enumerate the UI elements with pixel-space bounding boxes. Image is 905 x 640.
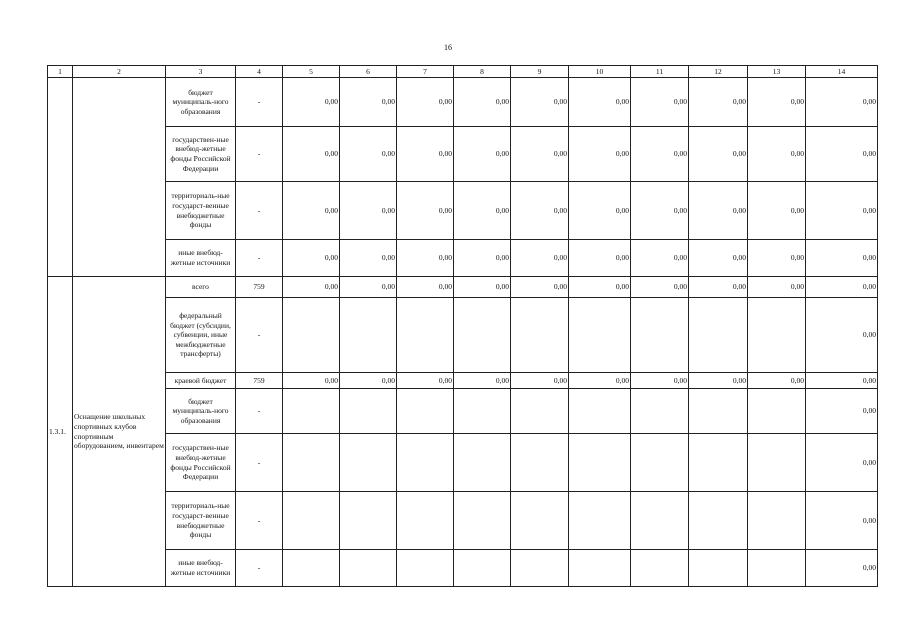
value-cell: 0,00 [631,277,689,298]
value-cell: 0,00 [454,78,511,127]
value-cell: 0,00 [806,78,878,127]
value-cell [689,434,748,492]
value-cell [340,298,397,373]
value-cell: 0,00 [631,240,689,277]
value-cell: 0,00 [748,373,806,389]
header-cell: 1 [48,66,73,78]
header-cell: 11 [631,66,689,78]
value-cell: 0,00 [631,78,689,127]
value-cell [283,550,340,587]
code-cell: - [236,434,283,492]
value-cell: 0,00 [748,277,806,298]
value-cell: 0,00 [340,240,397,277]
value-cell: 0,00 [748,78,806,127]
table-row [48,182,878,240]
value-cell: 0,00 [511,277,569,298]
code-cell: - [236,298,283,373]
code-cell: - [236,550,283,587]
value-cell [454,550,511,587]
value-cell: 0,00 [511,373,569,389]
table-row [48,277,878,298]
value-cell: 0,00 [283,277,340,298]
value-cell: 0,00 [689,373,748,389]
value-cell: 0,00 [283,373,340,389]
funding-source: иные внебюд-жетные источники [166,240,236,277]
code-cell: - [236,492,283,550]
header-cell: 9 [511,66,569,78]
value-cell [397,492,454,550]
header-cell: 5 [283,66,340,78]
value-cell [397,389,454,434]
value-cell [569,298,631,373]
value-cell: 0,00 [569,240,631,277]
value-cell [340,550,397,587]
value-cell [283,492,340,550]
value-cell [748,389,806,434]
table-row [48,240,878,277]
code-cell: - [236,78,283,127]
code-cell: - [236,127,283,182]
value-cell: 0,00 [340,373,397,389]
funding-source: федеральный бюджет (субсидии, субвенции, иные межбюджетные трансферты) [166,298,236,373]
value-cell [454,298,511,373]
table-row [48,550,878,587]
value-cell [689,492,748,550]
header-cell: 3 [166,66,236,78]
value-cell: 0,00 [569,78,631,127]
value-cell [283,434,340,492]
value-cell [511,389,569,434]
header-cell: 10 [569,66,631,78]
value-cell: 0,00 [631,127,689,182]
value-cell: 0,00 [689,182,748,240]
value-cell [340,434,397,492]
item-number: 1.3.1. [48,277,73,587]
value-cell: 0,00 [748,182,806,240]
header-cell: 12 [689,66,748,78]
value-cell: 0,00 [454,373,511,389]
code-cell: 759 [236,277,283,298]
value-cell [748,298,806,373]
value-cell [397,434,454,492]
value-cell: 0,00 [511,127,569,182]
value-cell [569,389,631,434]
value-cell [748,434,806,492]
value-cell [511,550,569,587]
value-cell: 0,00 [569,277,631,298]
value-cell: 0,00 [454,127,511,182]
prev-item-name-cell [73,78,166,277]
value-cell: 0,00 [806,298,878,373]
value-cell: 0,00 [569,373,631,389]
value-cell [283,389,340,434]
value-cell: 0,00 [340,78,397,127]
funding-source: иные внебюд-жетные источники [166,550,236,587]
value-cell: 0,00 [397,240,454,277]
value-cell: 0,00 [511,240,569,277]
value-cell: 0,00 [397,373,454,389]
value-cell: 0,00 [689,78,748,127]
table-row [48,298,878,373]
value-cell [340,389,397,434]
funding-source: территориаль-ные государст-венные внебюджетные фонды [166,492,236,550]
value-cell: 0,00 [806,277,878,298]
value-cell [340,492,397,550]
value-cell: 0,00 [397,78,454,127]
header-cell: 6 [340,66,397,78]
value-cell [631,389,689,434]
value-cell: 0,00 [689,127,748,182]
table-row [48,389,878,434]
value-cell: 0,00 [397,182,454,240]
header-cell: 2 [73,66,166,78]
value-cell: 0,00 [340,277,397,298]
header-cell: 8 [454,66,511,78]
value-cell: 0,00 [748,240,806,277]
header-cell: 13 [748,66,806,78]
value-cell [454,434,511,492]
value-cell [689,298,748,373]
value-cell: 0,00 [511,182,569,240]
value-cell: 0,00 [340,127,397,182]
funding-source: территориаль-ные государст-венные внебюджетные фонды [166,182,236,240]
value-cell [283,298,340,373]
value-cell [569,492,631,550]
value-cell: 0,00 [340,182,397,240]
header-cell: 14 [806,66,878,78]
table-row [48,127,878,182]
code-cell: - [236,389,283,434]
value-cell: 0,00 [806,373,878,389]
value-cell: 0,00 [454,277,511,298]
funding-source: краевой бюджет [166,373,236,389]
value-cell: 0,00 [806,182,878,240]
value-cell [511,434,569,492]
value-cell [631,550,689,587]
value-cell: 0,00 [748,127,806,182]
value-cell [454,492,511,550]
funding-source: всего [166,277,236,298]
funding-source: бюджет муниципаль-ного образования [166,389,236,434]
value-cell: 0,00 [397,277,454,298]
value-cell: 0,00 [806,434,878,492]
value-cell [631,298,689,373]
value-cell: 0,00 [806,550,878,587]
value-cell: 0,00 [283,78,340,127]
funding-source: государствен-ные внебюд-жетные фонды Российской Федерации [166,434,236,492]
value-cell: 0,00 [806,240,878,277]
value-cell: 0,00 [631,373,689,389]
code-cell: - [236,182,283,240]
value-cell [569,550,631,587]
value-cell [748,550,806,587]
value-cell: 0,00 [689,240,748,277]
table-row [48,373,878,389]
value-cell [397,550,454,587]
value-cell: 0,00 [283,182,340,240]
code-cell: - [236,240,283,277]
header-row [48,66,878,78]
value-cell: 0,00 [806,492,878,550]
item-name: Оснащение школьных спортивных клубов спортивным оборудованием, инвентарем [73,277,166,587]
table-row [48,78,878,127]
value-cell [631,434,689,492]
value-cell [511,492,569,550]
value-cell [748,492,806,550]
value-cell: 0,00 [397,127,454,182]
header-cell: 7 [397,66,454,78]
value-cell: 0,00 [569,127,631,182]
value-cell: 0,00 [283,240,340,277]
table-row [48,434,878,492]
funding-source: бюджет муниципаль-ного образования [166,78,236,127]
value-cell: 0,00 [806,127,878,182]
value-cell [454,389,511,434]
value-cell: 0,00 [283,127,340,182]
value-cell [569,434,631,492]
value-cell: 0,00 [689,277,748,298]
budget-table [47,65,878,587]
code-cell: 759 [236,373,283,389]
table-row [48,492,878,550]
page-number: 16 [444,43,452,52]
value-cell: 0,00 [631,182,689,240]
value-cell: 0,00 [511,78,569,127]
value-cell [689,550,748,587]
value-cell: 0,00 [454,240,511,277]
value-cell: 0,00 [569,182,631,240]
value-cell: 0,00 [454,182,511,240]
funding-source: государствен-ные внебюд-жетные фонды Российской Федерации [166,127,236,182]
value-cell [511,298,569,373]
value-cell [631,492,689,550]
value-cell [689,389,748,434]
prev-item-number-cell [48,78,73,277]
value-cell: 0,00 [806,389,878,434]
value-cell [397,298,454,373]
header-cell: 4 [236,66,283,78]
